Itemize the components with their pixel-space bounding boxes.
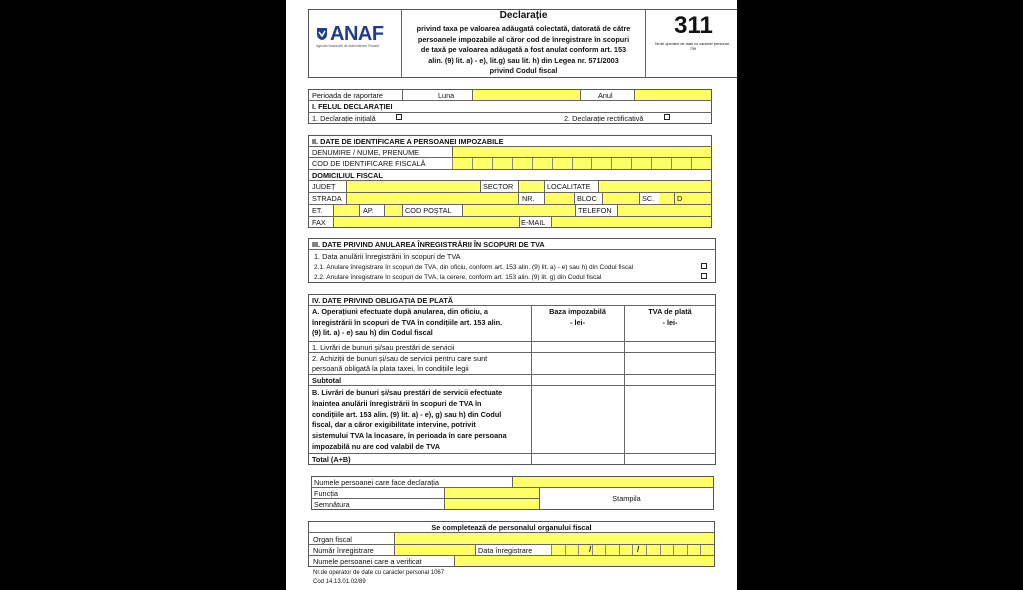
vat-column-header: TVA de plată xyxy=(648,307,692,316)
telefon-field[interactable] xyxy=(617,205,711,216)
month-field[interactable] xyxy=(472,90,580,100)
anaf-shield-icon xyxy=(316,27,328,41)
fax-label: FAX xyxy=(312,218,326,227)
cancellation-request-label: 2.2. Anulare înregistrare în scopuri de TVA, la cerere, conform art. 153 alin. (9) lit. g) din Codul fiscal xyxy=(314,274,602,281)
row-2-line-2: persoană obligată la plata taxei, în condițiile legii xyxy=(312,364,469,373)
part-b-line-4: fiscal, dar a căror exigibilitate intervine, potrivit xyxy=(312,420,476,430)
sector-field[interactable] xyxy=(518,181,544,192)
cod-postal-field[interactable] xyxy=(462,205,575,216)
initial-declaration-checkbox[interactable] xyxy=(396,114,402,120)
declarant-name-label: Numele persoanei care face declarația xyxy=(314,478,439,487)
cancellation-ex-officio-checkbox[interactable] xyxy=(701,263,707,269)
email-field[interactable] xyxy=(551,217,711,227)
form-subtitle-4: alin. (9) lit. a) - e), lit.g) sau lit. h) din Legea nr. 571/2003 xyxy=(428,55,619,65)
corrective-declaration-label: 2. Declarație rectificativă xyxy=(564,114,644,123)
et-field[interactable] xyxy=(333,205,359,216)
cif-label: COD DE IDENTIFICARE FISCALĂ xyxy=(312,159,426,168)
section-1-title: I. FELUL DECLARAȚIEI xyxy=(312,102,393,111)
form-page xyxy=(286,0,737,590)
email-label: E-MAIL xyxy=(521,218,546,227)
form-subtitle-2: persoanele impozabile al căror cod de înregistrare în scopuri xyxy=(417,34,630,44)
cod-postal-label: COD POȘTAL xyxy=(405,206,452,215)
cancellation-ex-officio-label: 2.1. Anulare înregistrare în scopuri de TVA, din oficiu, conform art. 153 alin. (9) lit. a) - e) sau h) din Codul fiscal xyxy=(314,264,634,271)
total-label: Total (A+B) xyxy=(312,455,351,464)
footer-operator: Nr.de operator de date cu caracter personal 1067 xyxy=(313,570,445,576)
fiscal-organ-label: Organ fiscal xyxy=(313,535,352,544)
part-b-line-5: sistemului TVA la încasare, în perioada în care persoana xyxy=(312,431,507,441)
part-a-line-2: înregistrării în scopuri de TVA în condițiile art. 153 alin. xyxy=(312,317,503,327)
part-b-line-6: impozabilă nu are cod valabil de TVA xyxy=(312,442,440,451)
verifier-name-label: Numele persoanei care a verificat xyxy=(313,557,422,566)
corrective-declaration-checkbox[interactable] xyxy=(664,114,670,120)
year-label: Anul xyxy=(598,91,613,100)
bloc-label: BLOC xyxy=(577,194,597,203)
subtotal-label: Subtotal xyxy=(312,376,342,385)
ap-field[interactable] xyxy=(384,205,402,216)
operator-note: Nr.de operator de date cu caracter personal - 759 xyxy=(655,42,731,51)
form-subtitle-5: privind Codul fiscal xyxy=(489,66,558,75)
bloc-field[interactable] xyxy=(602,193,639,204)
section-3-title: III. DATE PRIVIND ANULAREA ÎNREGISTRĂRII ÎN SCOPURI DE TVA xyxy=(312,240,545,249)
stamp-label: Ștampila xyxy=(612,494,641,503)
form-number: 311 xyxy=(674,12,713,39)
period-label: Perioada de raportare xyxy=(312,91,383,100)
part-b-line-2: înaintea anulării înregistrării în scopuri de TVA în xyxy=(312,398,482,408)
date-separator-2: / xyxy=(637,545,640,554)
sc-label: SC. xyxy=(642,194,655,203)
signature-label: Semnătura xyxy=(314,500,350,509)
function-label: Funcția xyxy=(314,489,338,498)
form-subtitle-3: de taxă pe valoarea adăugată a fost anulat conform art. 153 xyxy=(420,45,627,54)
base-column-unit: - lei- xyxy=(570,318,585,327)
part-a-line-3: (9) lit. a) - e) sau h) din Codul fiscal xyxy=(312,328,433,337)
date-separator-1: / xyxy=(589,545,592,554)
row-1-label: 1. Livrări de bunuri și/sau prestări de servicii xyxy=(312,343,455,352)
fiscal-office-title: Se completează de personalul organului fiscal xyxy=(431,523,592,532)
logo-subtitle: Agenția Națională de Administrare Fiscală xyxy=(316,44,379,48)
ap-label: AP. xyxy=(363,206,374,215)
sector-label: SECTOR xyxy=(483,182,514,191)
strada-field[interactable] xyxy=(346,193,518,204)
localitate-label: LOCALITATE xyxy=(547,182,591,191)
domicile-label: DOMICILIUL FISCAL xyxy=(312,171,383,180)
initial-declaration-label: 1. Declarație inițială xyxy=(312,114,376,123)
telefon-label: TELEFON xyxy=(578,206,612,215)
base-column-header: Baza impozabilă xyxy=(549,307,606,316)
month-label: Luna xyxy=(438,91,455,100)
form-title: Declarație xyxy=(499,10,548,21)
part-a-line-1: A. Operațiuni efectuate după anularea, din oficiu, a xyxy=(312,307,488,316)
cif-digit-cells xyxy=(452,158,711,169)
vat-column-unit: - lei- xyxy=(662,318,678,327)
localitate-field[interactable] xyxy=(598,181,711,192)
year-field[interactable] xyxy=(634,90,711,100)
footer-code: Cod 14.13.01.02/89 xyxy=(313,579,366,585)
registration-date-label: Data înregistrare xyxy=(478,546,533,555)
fiscal-organ-field[interactable] xyxy=(394,533,714,544)
judet-label: JUDEȚ xyxy=(312,182,336,191)
registration-date-cells xyxy=(551,545,714,555)
sc-field[interactable] xyxy=(659,193,674,204)
name-label: DENUMIRE / NUME, PRENUME xyxy=(312,148,420,157)
cancellation-date-label: 1. Data anulării înregistrării în scopuri de TVA xyxy=(314,252,461,261)
section-2-title: II. DATE DE IDENTIFICARE A PERSOANEI IMPOZABILE xyxy=(312,137,504,146)
part-b-line-3: condițiile art. 153 alin. (9) lit. a) - e), g) sau h) din Codul xyxy=(312,409,502,419)
name-field[interactable] xyxy=(452,147,711,157)
section-4-title: IV. DATE PRIVIND OBLIGAȚIA DE PLATĂ xyxy=(312,296,454,305)
registration-number-label: Număr înregistrare xyxy=(313,546,374,555)
registration-number-field[interactable] xyxy=(394,545,475,555)
d-label: D xyxy=(677,194,683,203)
form-subtitle-1: privind taxa pe valoarea adăugată colectată, datorată de către xyxy=(416,24,631,33)
row-2-line-1: 2. Achiziții de bunuri și/sau de servicii pentru care sunt xyxy=(312,354,488,363)
logo-text: ANAF xyxy=(330,23,384,45)
nr-field[interactable] xyxy=(544,193,574,204)
strada-label: STRADA xyxy=(312,194,342,203)
fax-field[interactable] xyxy=(333,217,519,227)
nr-label: NR. xyxy=(522,194,535,203)
declarant-name-field[interactable] xyxy=(512,477,713,487)
et-label: ET. xyxy=(312,206,323,215)
judet-field[interactable] xyxy=(346,181,480,192)
cancellation-request-checkbox[interactable] xyxy=(701,273,707,279)
part-b-line-1: B. Livrări de bunuri și/sau prestări de servicii efectuate xyxy=(312,388,503,397)
verifier-name-field[interactable] xyxy=(454,556,714,566)
